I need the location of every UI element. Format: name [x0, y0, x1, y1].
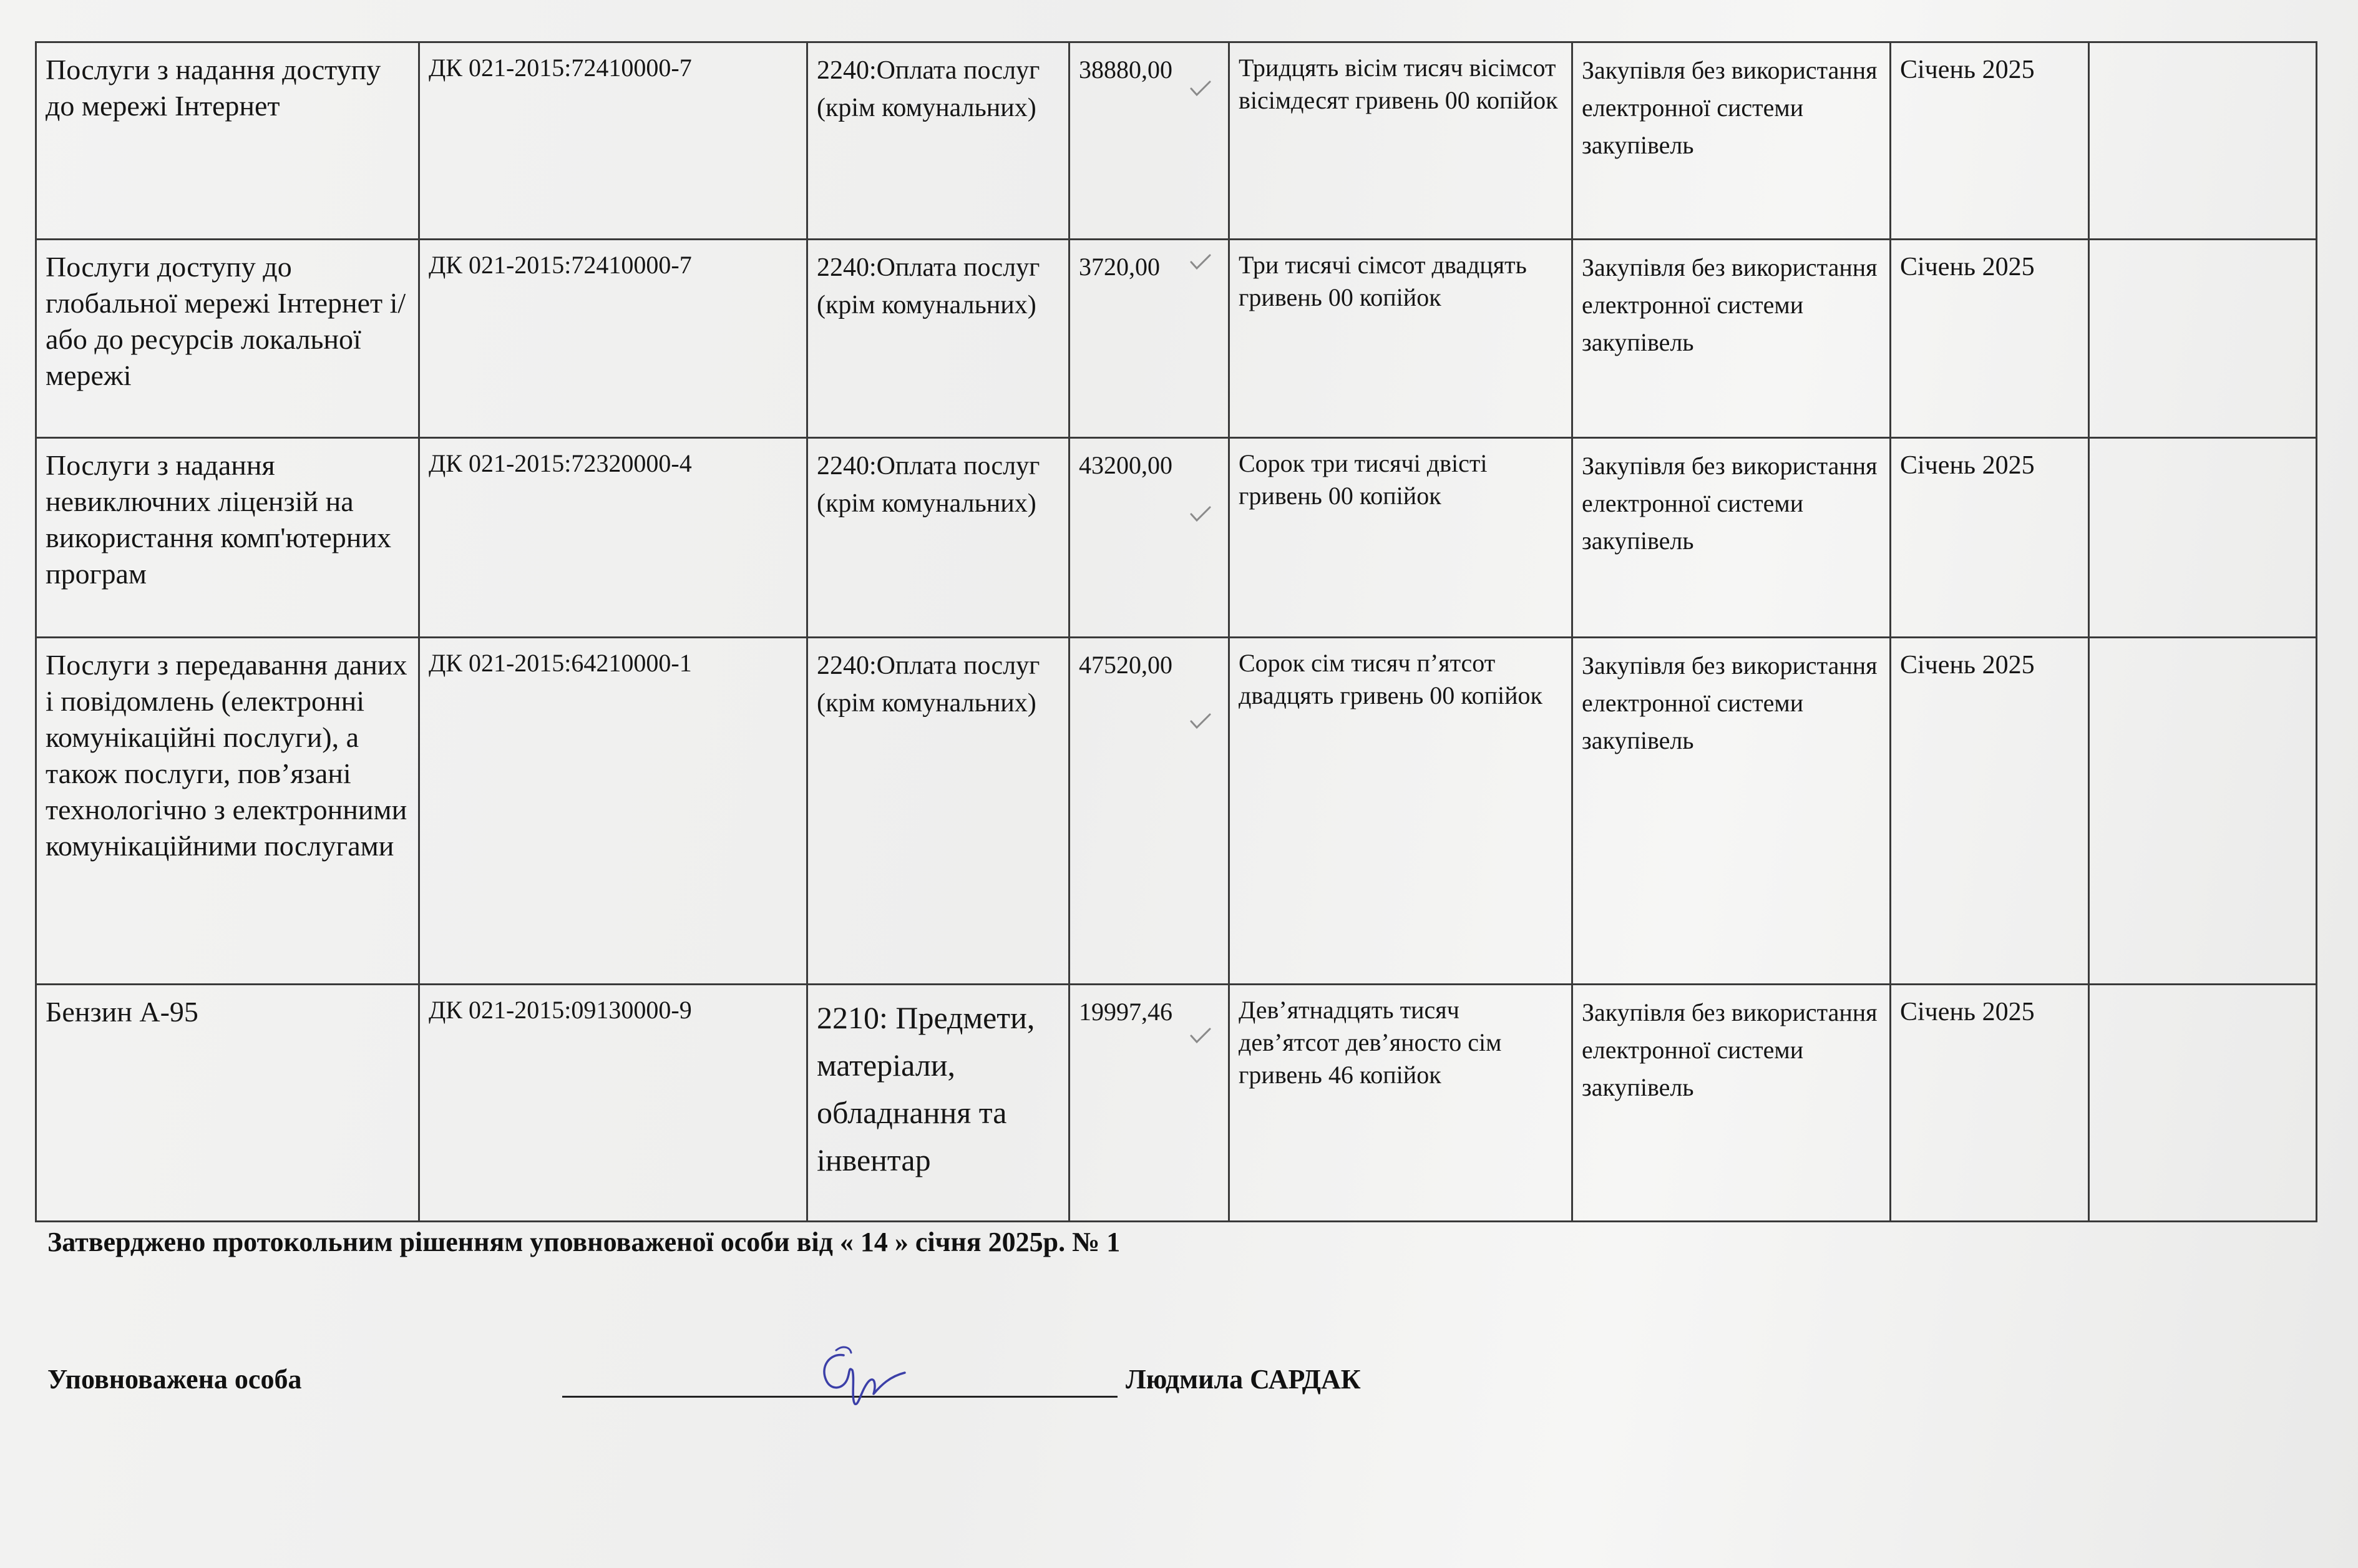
- item-name-cell: Бензин А-95: [36, 985, 419, 1222]
- amount-in-words-cell: Сорок сім тисяч п’ятсот двадцять гривень 00 копійок: [1229, 638, 1572, 985]
- cpv-code-cell: ДК 021-2015:72320000-4: [419, 438, 807, 638]
- pencil-check-icon: [1189, 1026, 1212, 1045]
- month-cell: Січень 2025: [1891, 985, 2089, 1222]
- note-cell: [2089, 638, 2317, 985]
- amount-value: 47520,00: [1079, 651, 1172, 679]
- amount-value: 38880,00: [1079, 56, 1172, 84]
- amount-value: 3720,00: [1079, 253, 1160, 281]
- note-cell: [2089, 985, 2317, 1222]
- amount-cell: [1069, 240, 1229, 438]
- budget-code-cell: 2210: Предмети, матеріали, обладнання та інвентар: [807, 985, 1069, 1222]
- procedure-cell: Закупівля без використання електронної системи закупівель: [1572, 638, 1891, 985]
- signatory-role: Уповноважена особа: [47, 1364, 302, 1395]
- amount-cell: [1069, 638, 1229, 985]
- amount-cell: [1069, 985, 1229, 1222]
- note-cell: [2089, 42, 2317, 240]
- amount-value: 43200,00: [1079, 451, 1172, 479]
- item-name-cell: Послуги доступу до глобальної мережі Інтернет і/або до ресурсів локальної мережі: [36, 240, 419, 438]
- budget-code-cell: 2240:Оплата послуг (крім комунальних): [807, 638, 1069, 985]
- amount-cell: [1069, 438, 1229, 638]
- handwritten-signature-icon: [811, 1342, 917, 1410]
- cpv-code-cell: ДК 021-2015:09130000-9: [419, 985, 807, 1222]
- item-name-cell: Послуги з передавання даних і повідомлень (електронні комунікаційні послуги), а також послуги, пов’язані технологічно з електронними комунікаційними послугами: [36, 638, 419, 985]
- procedure-cell: Закупівля без використання електронної системи закупівель: [1572, 985, 1891, 1222]
- item-name-cell: Послуги з надання невиключних ліцензій на використання комп'ютерних програм: [36, 438, 419, 638]
- pencil-check-icon: [1189, 505, 1212, 523]
- procedure-cell: Закупівля без використання електронної системи закупівель: [1572, 438, 1891, 638]
- budget-code-cell: 2240:Оплата послуг (крім комунальних): [807, 438, 1069, 638]
- amount-value: 19997,46: [1079, 998, 1172, 1026]
- note-cell: [2089, 438, 2317, 638]
- month-cell: Січень 2025: [1891, 240, 2089, 438]
- month-cell: Січень 2025: [1891, 638, 2089, 985]
- procurement-plan-table: [35, 41, 2317, 1222]
- amount-in-words-cell: Сорок три тисячі двісті гривень 00 копійок: [1229, 438, 1572, 638]
- cpv-code-cell: ДК 021-2015:64210000-1: [419, 638, 807, 985]
- procedure-cell: Закупівля без використання електронної системи закупівель: [1572, 42, 1891, 240]
- procedure-cell: Закупівля без використання електронної системи закупівель: [1572, 240, 1891, 438]
- table-row: [36, 638, 2317, 985]
- budget-code-cell: 2240:Оплата послуг (крім комунальних): [807, 240, 1069, 438]
- cpv-code-cell: ДК 021-2015:72410000-7: [419, 240, 807, 438]
- signatory-name: Людмила САРДАК: [1126, 1364, 1361, 1395]
- table-row: [36, 985, 2317, 1222]
- item-name-cell: Послуги з надання доступу до мережі Інтернет: [36, 42, 419, 240]
- table-row: [36, 240, 2317, 438]
- amount-in-words-cell: Дев’ятнадцять тисяч дев’ятсот дев’яносто сім гривень 46 копійок: [1229, 985, 1572, 1222]
- month-cell: Січень 2025: [1891, 42, 2089, 240]
- table-row: [36, 42, 2317, 240]
- pencil-check-icon: [1189, 79, 1212, 98]
- pencil-check-icon: [1189, 712, 1212, 731]
- amount-cell: [1069, 42, 1229, 240]
- amount-in-words-cell: Три тисячі сімсот двадцять гривень 00 копійок: [1229, 240, 1572, 438]
- note-cell: [2089, 240, 2317, 438]
- cpv-code-cell: ДК 021-2015:72410000-7: [419, 42, 807, 240]
- month-cell: Січень 2025: [1891, 438, 2089, 638]
- budget-code-cell: 2240:Оплата послуг (крім комунальних): [807, 42, 1069, 240]
- amount-in-words-cell: Тридцять вісім тисяч вісімсот вісімдесят гривень 00 копійок: [1229, 42, 1572, 240]
- pencil-check-icon: [1189, 253, 1212, 271]
- table-row: [36, 438, 2317, 638]
- approval-statement: Затверджено протокольним рішенням уповноваженої особи від « 14 » січня 2025р. № 1: [47, 1227, 1121, 1257]
